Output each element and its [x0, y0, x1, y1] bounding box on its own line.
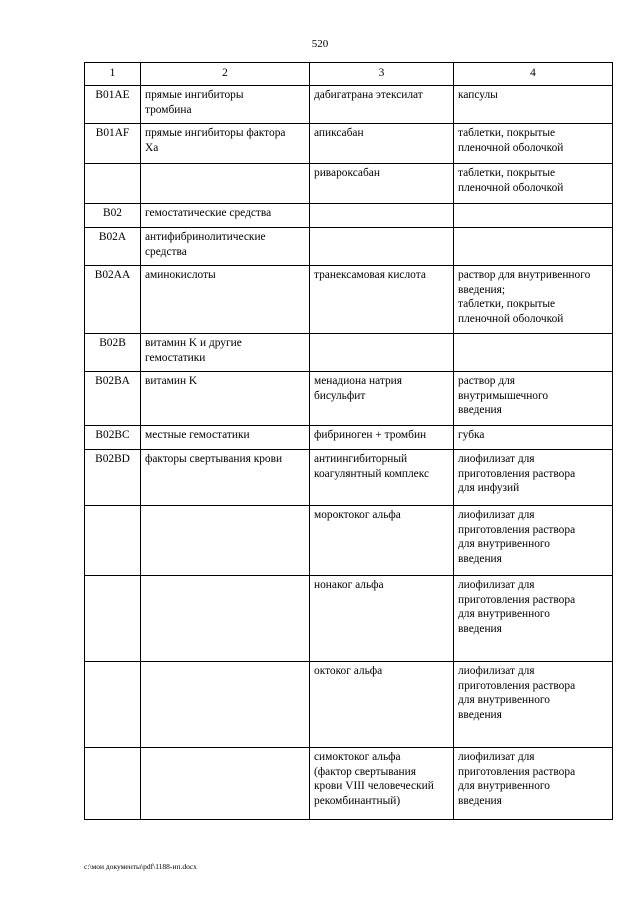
drug-name-cell: фибриноген + тромбин — [310, 425, 454, 449]
dosage-form-cell: лиофилизат для приготовления раствора для внутривенного введения — [454, 505, 613, 575]
atc-code-cell — [85, 661, 141, 747]
table-row — [85, 505, 613, 575]
group-name-cell — [141, 163, 310, 203]
table-row — [85, 449, 613, 505]
drug-name-cell — [310, 333, 454, 371]
drug-name-cell: нонаког альфа — [310, 575, 454, 661]
drug-name-cell: мороктоког альфа — [310, 505, 454, 575]
group-name-cell: аминокислоты — [141, 265, 310, 333]
dosage-form-cell: таблетки, покрытые пленочной оболочкой — [454, 123, 613, 163]
footer-file-path: c:\мои документы\pdf\1188-ип.docx — [84, 862, 197, 871]
group-name-cell: гемостатические средства — [141, 203, 310, 227]
group-name-cell — [141, 661, 310, 747]
table-row — [85, 227, 613, 265]
drug-name-cell: симоктоког альфа (фактор свертывания крови VIII человеческий рекомбинантный) — [310, 747, 454, 819]
atc-code-cell — [85, 747, 141, 819]
dosage-form-cell — [454, 333, 613, 371]
atc-code-cell — [85, 163, 141, 203]
dosage-form-cell: раствор для внутривенного введения; таблетки, покрытые пленочной оболочкой — [454, 265, 613, 333]
column-header: 1 — [85, 63, 141, 86]
group-name-cell: прямые ингибиторы фактора Xa — [141, 123, 310, 163]
dosage-form-cell — [454, 203, 613, 227]
table-row — [85, 265, 613, 333]
dosage-form-cell: лиофилизат для приготовления раствора для внутривенного введения — [454, 661, 613, 747]
table-row — [85, 123, 613, 163]
atc-code-cell: B02BA — [85, 371, 141, 425]
drug-name-cell — [310, 203, 454, 227]
drug-name-cell: ривароксабан — [310, 163, 454, 203]
group-name-cell — [141, 575, 310, 661]
atc-code-cell — [85, 575, 141, 661]
table-body — [85, 63, 613, 820]
dosage-form-cell — [454, 227, 613, 265]
group-name-cell: прямые ингибиторы тромбина — [141, 85, 310, 123]
group-name-cell: местные гемостатики — [141, 425, 310, 449]
table-row — [85, 575, 613, 661]
column-header: 2 — [141, 63, 310, 86]
drug-name-cell: антиингибиторный коагулянтный комплекс — [310, 449, 454, 505]
dosage-form-cell: капсулы — [454, 85, 613, 123]
group-name-cell: факторы свертывания крови — [141, 449, 310, 505]
table-row — [85, 747, 613, 819]
table-row — [85, 371, 613, 425]
dosage-form-cell: лиофилизат для приготовления раствора для инфузий — [454, 449, 613, 505]
atc-code-cell: B01AF — [85, 123, 141, 163]
dosage-form-cell: таблетки, покрытые пленочной оболочкой — [454, 163, 613, 203]
table-row — [85, 425, 613, 449]
drug-name-cell: дабигатрана этексилат — [310, 85, 454, 123]
atc-code-cell: B02AA — [85, 265, 141, 333]
drug-name-cell: октоког альфа — [310, 661, 454, 747]
atc-code-cell: B02BD — [85, 449, 141, 505]
dosage-form-cell: лиофилизат для приготовления раствора для внутривенного введения — [454, 575, 613, 661]
column-header: 3 — [310, 63, 454, 86]
atc-code-cell: B02A — [85, 227, 141, 265]
atc-code-cell: B01AE — [85, 85, 141, 123]
page-number: 520 — [311, 38, 329, 50]
atc-code-cell: B02BC — [85, 425, 141, 449]
dosage-form-cell: раствор для внутримышечного введения — [454, 371, 613, 425]
drug-name-cell: менадиона натрия бисульфит — [310, 371, 454, 425]
group-name-cell: витамин K — [141, 371, 310, 425]
table-row — [85, 203, 613, 227]
dosage-form-cell: лиофилизат для приготовления раствора для внутривенного введения — [454, 747, 613, 819]
dosage-form-cell: губка — [454, 425, 613, 449]
table-row — [85, 661, 613, 747]
group-name-cell — [141, 747, 310, 819]
table-row — [85, 163, 613, 203]
drug-name-cell: транексамовая кислота — [310, 265, 454, 333]
atc-code-cell — [85, 505, 141, 575]
group-name-cell: витамин K и другие гемостатики — [141, 333, 310, 371]
table-row — [85, 333, 613, 371]
table-row — [85, 85, 613, 123]
drug-name-cell: апиксабан — [310, 123, 454, 163]
atc-code-cell: B02B — [85, 333, 141, 371]
drug-name-cell — [310, 227, 454, 265]
table-header-row — [85, 63, 613, 86]
column-header: 4 — [454, 63, 613, 86]
group-name-cell: антифибринолитические средства — [141, 227, 310, 265]
group-name-cell — [141, 505, 310, 575]
drug-table — [84, 62, 613, 820]
atc-code-cell: B02 — [85, 203, 141, 227]
